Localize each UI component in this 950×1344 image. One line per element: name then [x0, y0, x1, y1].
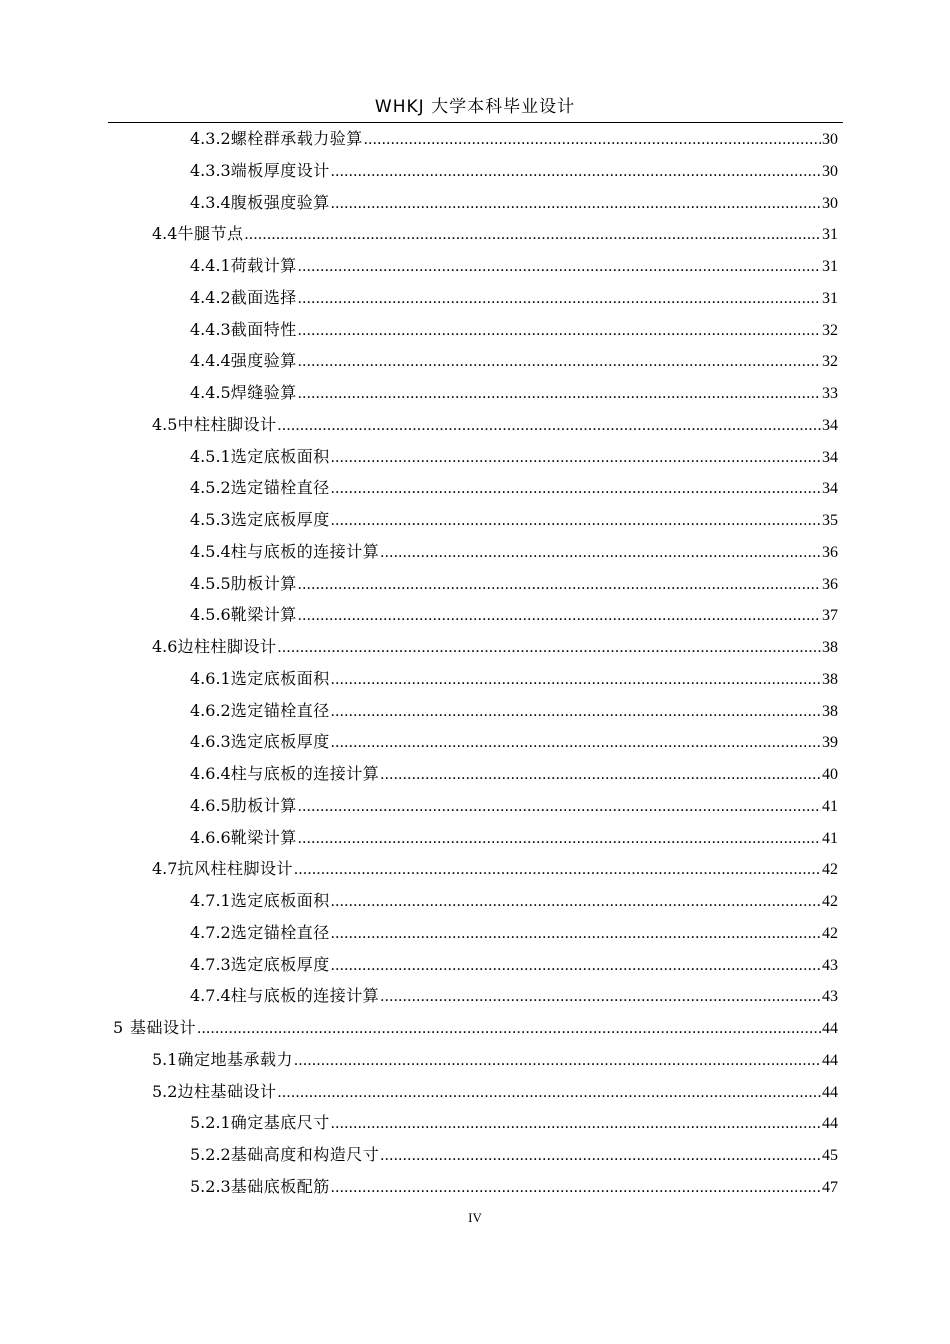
toc-entry-page: 30 [822, 194, 838, 212]
toc-entry[interactable] [190, 283, 838, 313]
toc-entry-number: 4.6 [152, 637, 178, 656]
toc-entry-page: 32 [822, 353, 838, 371]
toc-entry[interactable] [190, 727, 838, 757]
toc-entry-page: 30 [822, 162, 838, 180]
toc-entry-title: 选定底板面积 [230, 446, 330, 466]
page-header-title: WHKJ 大学本科毕业设计 [374, 97, 576, 117]
toc-entry-title: 选定底板面积 [230, 891, 330, 910]
toc-entry-page: 36 [822, 543, 838, 561]
toc-entry-title: 确定地基承载力 [177, 1049, 293, 1069]
toc-dot-leader [331, 728, 821, 758]
toc-entry-title: 肋板计算 [230, 795, 297, 815]
toc-entry-number: 4.7.1 [190, 891, 231, 910]
toc-entry-title: 牛腿节点 [177, 224, 244, 244]
toc-entry-title: 荷载计算 [230, 256, 297, 275]
toc-entry[interactable] [152, 854, 838, 884]
toc-entry[interactable] [190, 124, 838, 154]
toc-entry-title: 柱与底板的连接计算 [230, 986, 380, 1006]
toc-entry[interactable] [190, 537, 838, 567]
toc-entry-title: 边柱基础设计 [177, 1081, 277, 1101]
toc-entry[interactable] [190, 791, 838, 821]
toc-entry[interactable] [190, 823, 838, 853]
toc-entry-page: 36 [822, 575, 838, 593]
toc-entry-number: 4.5.2 [190, 478, 231, 498]
toc-entry[interactable] [190, 1140, 838, 1170]
toc-entry[interactable] [190, 378, 838, 408]
toc-entry[interactable] [190, 442, 838, 472]
toc-entry-page: 43 [822, 988, 838, 1006]
toc-entry[interactable] [190, 188, 838, 218]
toc-dot-leader [331, 1109, 821, 1139]
toc-entry-number: 4.6.6 [190, 827, 231, 847]
toc-dot-leader [277, 633, 821, 663]
toc-entry-number: 4.6.1 [190, 668, 231, 688]
toc-entry[interactable] [190, 918, 838, 948]
toc-entry[interactable] [190, 664, 838, 694]
toc-entry-title: 选定底板厚度 [230, 732, 330, 752]
toc-entry[interactable] [190, 950, 838, 980]
toc-entry-number: 4.4.4 [190, 351, 231, 371]
toc-entry[interactable] [190, 696, 838, 726]
toc-entry-number: 4.4.3 [190, 319, 231, 339]
toc-entry-page: 35 [822, 512, 838, 529]
toc-entry[interactable] [190, 346, 838, 376]
toc-entry-number: 4.3.3 [190, 160, 231, 180]
toc-entry-page: 43 [822, 956, 838, 974]
toc-entry[interactable] [190, 251, 838, 281]
toc-entry-number: 5.2 [152, 1081, 178, 1101]
toc-dot-leader [197, 1014, 821, 1044]
toc-entry-number: 4.5.5 [190, 573, 231, 593]
toc-entry-page: 32 [822, 321, 838, 339]
toc-entry-number: 5.2.2 [190, 1145, 231, 1164]
toc-entry-title: 螺栓群承载力验算 [230, 129, 363, 148]
toc-dot-leader [380, 982, 821, 1012]
toc-entry[interactable] [190, 886, 838, 916]
toc-entry-page: 44 [822, 1115, 838, 1133]
toc-entry-page: 42 [822, 861, 838, 879]
toc-dot-leader [380, 760, 821, 790]
toc-entry-number: 4.6.2 [190, 700, 231, 720]
toc-dot-leader [298, 347, 821, 377]
toc-entry[interactable] [152, 1045, 838, 1075]
toc-dot-leader [294, 1046, 821, 1076]
toc-entry-title: 选定锚栓直径 [230, 922, 330, 942]
toc-entry-title: 选定底板面积 [230, 668, 330, 688]
toc-dot-leader [331, 951, 821, 981]
toc-dot-leader [298, 601, 821, 631]
toc-entry[interactable] [190, 1172, 838, 1202]
toc-entry-number: 4.4.1 [190, 256, 231, 275]
toc-entry[interactable] [152, 632, 838, 662]
toc-entry-page: 41 [822, 797, 838, 815]
toc-entry[interactable] [152, 410, 838, 440]
toc-entry-title: 腹板强度验算 [230, 192, 330, 212]
toc-entry[interactable] [190, 1108, 838, 1138]
toc-entry[interactable] [190, 473, 838, 503]
toc-dot-leader [298, 316, 821, 346]
toc-dot-leader [331, 189, 821, 219]
toc-entry-number: 4.6.5 [190, 795, 231, 815]
toc-entry-number: 5.1 [152, 1049, 178, 1069]
toc-entry-page: 31 [822, 289, 838, 307]
toc-entry-page: 47 [822, 1178, 838, 1196]
toc-entry-number: 4.7.2 [190, 922, 231, 942]
toc-entry-title: 确定基底尺寸 [230, 1113, 330, 1133]
toc-entry-page: 42 [822, 924, 838, 942]
toc-entry-number: 4.6.4 [190, 764, 231, 783]
toc-entry-page: 44 [822, 1020, 838, 1037]
toc-entry[interactable] [190, 156, 838, 186]
toc-dot-leader [380, 538, 821, 568]
toc-entry-number: 4.5.6 [190, 605, 231, 625]
toc-entry-page: 45 [822, 1147, 838, 1164]
toc-entry-page: 34 [822, 480, 838, 498]
toc-dot-leader [298, 792, 821, 822]
toc-entry-number: 4.3.2 [190, 129, 231, 148]
toc-entry[interactable] [113, 1013, 838, 1043]
toc-entry-title: 选定底板厚度 [230, 954, 330, 974]
toc-entry-title: 焊缝验算 [230, 383, 297, 402]
toc-entry-number: 4.4.5 [190, 383, 231, 402]
toc-entry[interactable] [190, 315, 838, 345]
toc-entry-page: 40 [822, 766, 838, 783]
toc-entry-title: 柱与底板的连接计算 [230, 764, 380, 783]
toc-entry-title: 选定锚栓直径 [230, 700, 330, 720]
toc-entry-number: 4.5.1 [190, 446, 231, 466]
toc-entry-page: 38 [822, 639, 838, 656]
toc-entry-page: 37 [822, 607, 838, 625]
toc-dot-leader [380, 1141, 821, 1171]
toc-entry-page: 31 [822, 258, 838, 275]
toc-entry-page: 39 [822, 734, 838, 752]
toc-entry-page: 38 [822, 670, 838, 688]
toc-entry-number: 4.7.4 [190, 986, 231, 1006]
toc-entry-page: 30 [822, 131, 838, 148]
toc-entry-page: 38 [822, 702, 838, 720]
toc-entry-title: 中柱柱脚设计 [177, 414, 277, 434]
toc-dot-leader [331, 506, 821, 536]
toc-entry-title: 基础高度和构造尺寸 [230, 1145, 380, 1164]
toc-entry[interactable] [152, 219, 838, 249]
toc-dot-leader [244, 220, 821, 250]
toc-entry-number: 4.6.3 [190, 732, 231, 752]
toc-entry-title: 截面特性 [230, 319, 297, 339]
toc-entry-number: 4.5.4 [190, 541, 231, 561]
toc-entry-title: 截面选择 [230, 287, 297, 307]
toc-entry[interactable] [152, 1077, 838, 1107]
toc-entry-title: 靴梁计算 [230, 605, 297, 625]
toc-entry-title: 肋板计算 [230, 573, 297, 593]
toc-dot-leader [277, 1078, 821, 1108]
toc-entry-number: 4.4.2 [190, 287, 231, 307]
toc-dot-leader [331, 1173, 821, 1203]
toc-entry-number: 4.5 [152, 414, 178, 434]
toc-entry[interactable] [190, 505, 838, 535]
toc-entry-number: 5 [113, 1018, 124, 1037]
toc-entry-number: 4.4 [152, 224, 178, 244]
toc-dot-leader [331, 443, 821, 473]
toc-dot-leader [331, 474, 821, 504]
toc-dot-leader [298, 379, 821, 409]
toc-entry-title: 基础底板配筋 [230, 1176, 330, 1196]
toc-dot-leader [298, 284, 821, 314]
toc-dot-leader [298, 252, 821, 282]
toc-entry-number: 4.5.3 [190, 510, 231, 529]
toc-entry-number: 4.7 [152, 859, 178, 879]
toc-entry-title: 端板厚度设计 [230, 160, 330, 180]
toc-dot-leader [298, 570, 821, 600]
toc-entry-page: 31 [822, 226, 838, 244]
toc-entry-page: 44 [822, 1051, 838, 1069]
toc-entry-title: 柱与底板的连接计算 [230, 541, 380, 561]
toc-dot-leader [364, 125, 821, 155]
toc-entry-title: 抗风柱柱脚设计 [177, 859, 293, 879]
toc-entry[interactable] [190, 569, 838, 599]
toc-entry[interactable] [190, 600, 838, 630]
toc-entry[interactable] [190, 981, 838, 1011]
toc-entry-title: 选定锚栓直径 [230, 478, 330, 498]
header-divider [108, 122, 843, 123]
toc-entry-page: 33 [822, 385, 838, 402]
toc-entry-number: 5.2.1 [190, 1113, 231, 1133]
toc-entry-title: 靴梁计算 [230, 827, 297, 847]
toc-entry-number: 5.2.3 [190, 1176, 231, 1196]
toc-entry-page: 34 [822, 448, 838, 466]
toc-entry-title: 选定底板厚度 [230, 510, 330, 529]
toc-entry-page: 42 [822, 893, 838, 910]
toc-dot-leader [331, 887, 821, 917]
toc-dot-leader [331, 157, 821, 187]
toc-entry-number: 4.7.3 [190, 954, 231, 974]
toc-dot-leader [277, 411, 821, 441]
toc-dot-leader [331, 919, 821, 949]
toc-dot-leader [298, 824, 821, 854]
toc-entry-page: 44 [822, 1083, 838, 1101]
toc-entry-title: 强度验算 [230, 351, 297, 371]
toc-dot-leader [294, 855, 821, 885]
toc-entry[interactable] [190, 759, 838, 789]
toc-entry-title: 边柱柱脚设计 [177, 637, 277, 656]
toc-dot-leader [331, 697, 821, 727]
toc-entry-page: 41 [822, 829, 838, 847]
page-number: IV [468, 1210, 482, 1225]
toc-entry-number: 4.3.4 [190, 192, 231, 212]
toc-entry-title: 基础设计 [130, 1018, 197, 1037]
toc-entry-page: 34 [822, 416, 838, 434]
toc-dot-leader [331, 665, 821, 695]
